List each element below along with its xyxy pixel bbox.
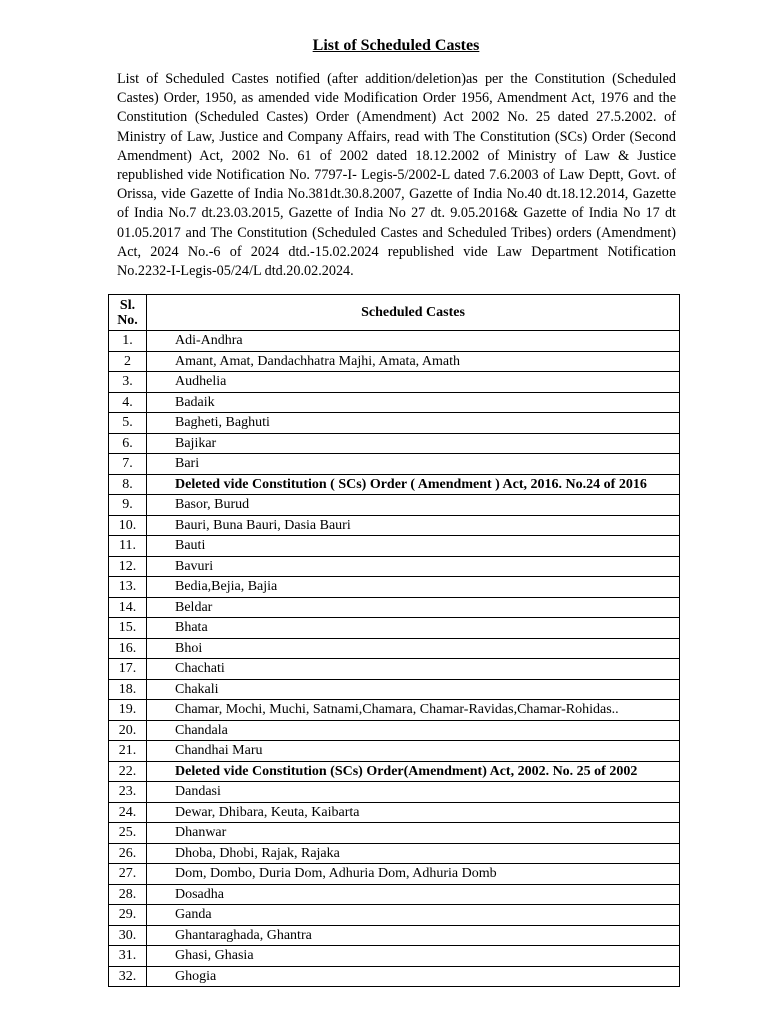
serial-number-cell: 18. (109, 679, 147, 700)
table-row (109, 720, 680, 741)
serial-number-cell: 32. (109, 966, 147, 987)
caste-name-cell: Chakali (147, 679, 680, 700)
serial-number-cell: 2 (109, 351, 147, 372)
caste-name-cell: Bari (147, 454, 680, 475)
table-body (109, 331, 680, 987)
caste-name-cell: Ghantaraghada, Ghantra (147, 925, 680, 946)
table-row (109, 679, 680, 700)
table-row (109, 659, 680, 680)
serial-number-cell: 7. (109, 454, 147, 475)
serial-number-cell: 10. (109, 515, 147, 536)
document-title: List of Scheduled Castes (312, 37, 480, 54)
caste-name-cell: Bauri, Buna Bauri, Dasia Bauri (147, 515, 680, 536)
table-row (109, 638, 680, 659)
table-row (109, 454, 680, 475)
caste-name-cell: Badaik (147, 392, 680, 413)
table-row (109, 802, 680, 823)
table-header (109, 295, 680, 331)
caste-name-cell: Bauti (147, 536, 680, 557)
caste-name-cell: Bhoi (147, 638, 680, 659)
deletion-note-cell: Deleted vide Constitution (SCs) Order(Amendment) Act, 2002. No. 25 of 2002 (147, 761, 680, 782)
caste-name-cell: Dom, Dombo, Duria Dom, Adhuria Dom, Adhuria Domb (147, 864, 680, 885)
table-row (109, 618, 680, 639)
caste-name-cell: Dandasi (147, 782, 680, 803)
caste-name-cell: Chamar, Mochi, Muchi, Satnami,Chamara, Chamar-Ravidas,Chamar-Rohidas.. (147, 700, 680, 721)
serial-number-cell: 25. (109, 823, 147, 844)
serial-number-cell: 23. (109, 782, 147, 803)
serial-number-header (109, 295, 147, 331)
serial-number-cell: 16. (109, 638, 147, 659)
table-row (109, 556, 680, 577)
serial-number-cell: 14. (109, 597, 147, 618)
caste-name-cell: Bavuri (147, 556, 680, 577)
table-header-row (109, 295, 680, 331)
caste-name-cell: Dosadha (147, 884, 680, 905)
table-row (109, 925, 680, 946)
serial-number-cell: 27. (109, 864, 147, 885)
caste-name-cell: Bagheti, Baghuti (147, 413, 680, 434)
caste-name-cell: Amant, Amat, Dandachhatra Majhi, Amata, Amath (147, 351, 680, 372)
caste-name-cell: Audhelia (147, 372, 680, 393)
table-row (109, 536, 680, 557)
serial-number-cell: 6. (109, 433, 147, 454)
serial-number-cell: 24. (109, 802, 147, 823)
intro-paragraph: List of Scheduled Castes notified (after addition/deletion)as per the Constitution (Scheduled Castes) Order, 1950, as amended vide Modification Order 1956, Amendment Act, 1976 and the Constitution (Scheduled Castes) Order (Amendment) Act 2002 No. 25 dated 27.5.2002. of Ministry of Law, Justice and Company Affairs, read with The Constitution (SCs) Order (Second Amendment) Act, 2002 No. 61 of 2002 dated 18.12.2002 of Ministry of Law & Justice republished vide Notification No. 7797-I- Legis-5/2002-L dated 7.6.2003 of Law Deptt, Govt. of Orissa, vide Gazette of India No.381dt.30.8.2007, Gazette of India No.40 dt.18.12.2014, Gazette of India No.7 dt.23.03.2015, Gazette of India No 27 dt. 9.05.2016& Gazette of India No 17 dt 01.05.2017 and The Constitution (Scheduled Castes and Scheduled Tribes) orders (Amendment) Act, 2024 No.-6 of 2024 dtd.-15.02.2024 republished vide Law Department Notification No.2232-I-Legis-05/24/L dtd.20.02.2024. (117, 71, 676, 280)
serial-number-header-line2: No. (117, 312, 138, 328)
table-row (109, 372, 680, 393)
table-row (109, 392, 680, 413)
caste-name-cell: Bajikar (147, 433, 680, 454)
serial-number-cell: 22. (109, 761, 147, 782)
table-row (109, 761, 680, 782)
serial-number-cell: 26. (109, 843, 147, 864)
caste-name-cell: Chandala (147, 720, 680, 741)
table-row (109, 351, 680, 372)
table-row (109, 474, 680, 495)
table-row (109, 905, 680, 926)
caste-name-cell: Chandhai Maru (147, 741, 680, 762)
serial-number-cell: 12. (109, 556, 147, 577)
table-row (109, 823, 680, 844)
serial-number-cell: 13. (109, 577, 147, 598)
serial-number-cell: 5. (109, 413, 147, 434)
caste-name-cell: Dewar, Dhibara, Keuta, Kaibarta (147, 802, 680, 823)
serial-number-cell: 20. (109, 720, 147, 741)
scheduled-castes-table (108, 294, 680, 987)
caste-name-cell: Ghogia (147, 966, 680, 987)
caste-name-cell: Bedia,Bejia, Bajia (147, 577, 680, 598)
table-row (109, 495, 680, 516)
serial-number-cell: 4. (109, 392, 147, 413)
serial-number-cell: 17. (109, 659, 147, 680)
caste-name-cell: Beldar (147, 597, 680, 618)
serial-number-cell: 30. (109, 925, 147, 946)
serial-number-cell: 1. (109, 331, 147, 352)
serial-number-cell: 8. (109, 474, 147, 495)
serial-number-cell: 11. (109, 536, 147, 557)
caste-name-cell: Dhanwar (147, 823, 680, 844)
serial-number-cell: 3. (109, 372, 147, 393)
caste-name-cell: Dhoba, Dhobi, Rajak, Rajaka (147, 843, 680, 864)
caste-name-cell: Basor, Burud (147, 495, 680, 516)
table-row (109, 331, 680, 352)
serial-number-cell: 28. (109, 884, 147, 905)
table-row (109, 966, 680, 987)
table-row (109, 413, 680, 434)
table-row (109, 577, 680, 598)
serial-number-header-line1: Sl. (119, 297, 136, 313)
serial-number-cell: 21. (109, 741, 147, 762)
serial-number-cell: 31. (109, 946, 147, 967)
caste-name-cell: Ghasi, Ghasia (147, 946, 680, 967)
serial-number-cell: 29. (109, 905, 147, 926)
table-row (109, 597, 680, 618)
table-row (109, 884, 680, 905)
serial-number-cell: 9. (109, 495, 147, 516)
table-row (109, 515, 680, 536)
caste-name-cell: Bhata (147, 618, 680, 639)
caste-name-cell: Adi-Andhra (147, 331, 680, 352)
table-row (109, 843, 680, 864)
serial-number-cell: 19. (109, 700, 147, 721)
table-row (109, 864, 680, 885)
caste-name-cell: Ganda (147, 905, 680, 926)
table-row (109, 700, 680, 721)
table-row (109, 433, 680, 454)
caste-name-cell: Chachati (147, 659, 680, 680)
caste-name-header: Scheduled Castes (147, 295, 680, 331)
table-row (109, 741, 680, 762)
deletion-note-cell: Deleted vide Constitution ( SCs) Order ( Amendment ) Act, 2016. No.24 of 2016 (147, 474, 680, 495)
serial-number-cell: 15. (109, 618, 147, 639)
table-row (109, 782, 680, 803)
table-row (109, 946, 680, 967)
